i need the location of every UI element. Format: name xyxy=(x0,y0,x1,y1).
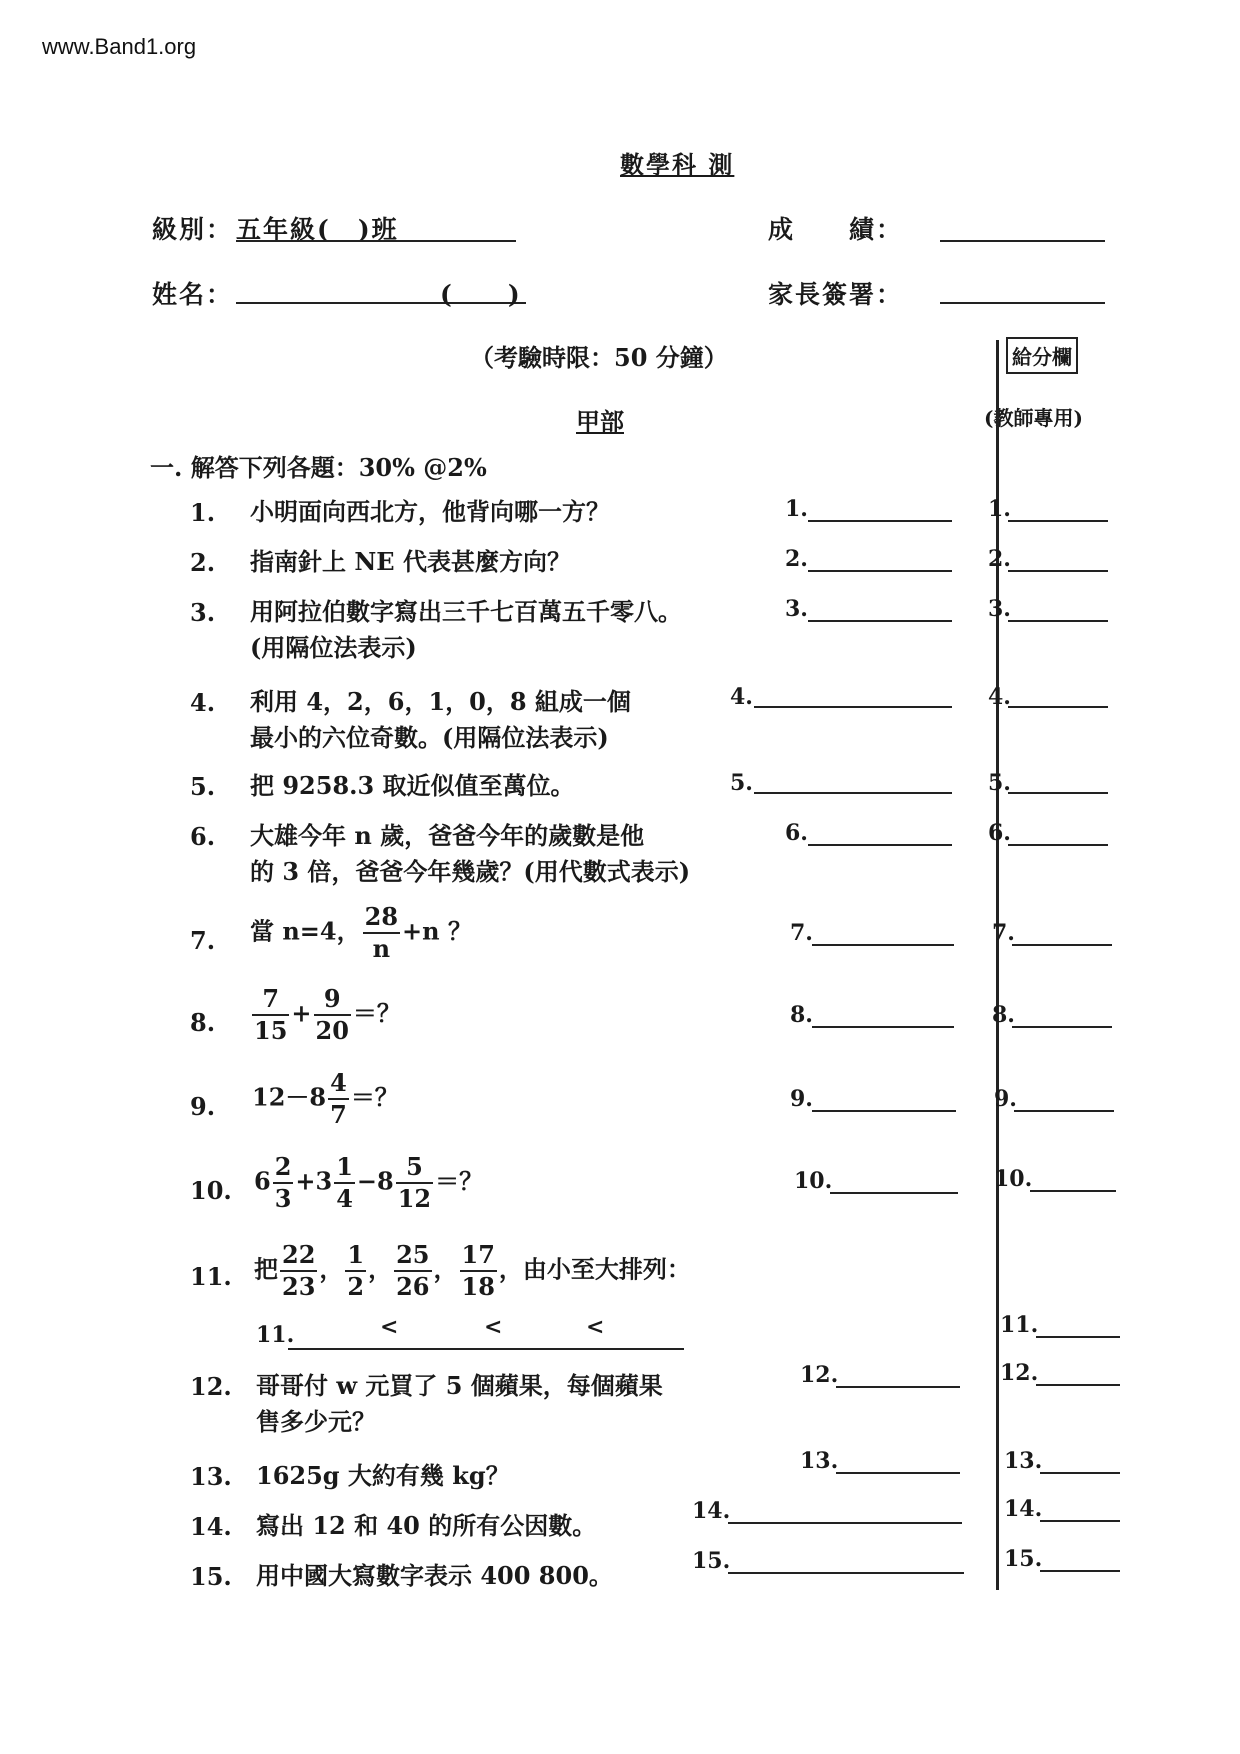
denominator: 4 xyxy=(336,1184,353,1213)
question-expression xyxy=(250,902,472,964)
answer-label: 7. xyxy=(790,920,813,946)
score-field-item[interactable] xyxy=(1008,520,1108,522)
denominator: 20 xyxy=(315,1016,349,1045)
fraction xyxy=(252,984,289,1046)
class-number-paren: ( ) xyxy=(440,280,522,309)
score-field[interactable] xyxy=(940,240,1105,242)
numerator: 1 xyxy=(334,1152,355,1184)
score-label-item: 6. xyxy=(988,820,1011,846)
answer-label: 6. xyxy=(785,820,808,846)
numerator: 9 xyxy=(314,984,351,1016)
question-text: 利用 4，2，6，1，0，8 組成一個 xyxy=(250,687,631,716)
question-expression xyxy=(254,1152,483,1214)
teacher-only-label: (教師專用) xyxy=(984,406,1083,430)
name-label: 姓名： xyxy=(152,280,234,309)
question-number: 15. xyxy=(190,1562,232,1591)
answer-field[interactable] xyxy=(728,1522,962,1524)
expr-text: ＝？ xyxy=(352,998,401,1028)
answer-field[interactable] xyxy=(812,1026,954,1028)
question-number: 6. xyxy=(190,822,216,851)
answer-label: 13. xyxy=(800,1448,839,1474)
question-text: 把 9258.3 取近似值至萬位。 xyxy=(250,771,575,800)
expr-text: ，由小至大排列： xyxy=(498,1254,691,1284)
part-heading: 甲部 xyxy=(576,407,624,436)
parent-signature-label: 家長簽署： xyxy=(768,280,904,309)
question-number: 14. xyxy=(190,1512,232,1541)
score-label-item: 5. xyxy=(988,770,1011,796)
fraction xyxy=(273,1152,294,1214)
denominator: n xyxy=(372,934,391,963)
denominator: 15 xyxy=(254,1016,288,1045)
answer-field[interactable] xyxy=(836,1472,960,1474)
score-column-divider xyxy=(996,340,999,1590)
score-field-item[interactable] xyxy=(1030,1190,1116,1192)
numerator: 7 xyxy=(252,984,289,1016)
score-field-item[interactable] xyxy=(1008,570,1108,572)
question-text: 哥哥付 w 元買了 5 個蘋果，每個蘋果 xyxy=(256,1371,663,1400)
answer-field[interactable] xyxy=(836,1386,960,1388)
question-number: 11. xyxy=(190,1262,232,1291)
score-label-item: 11. xyxy=(1000,1312,1039,1338)
answer-field[interactable] xyxy=(754,792,952,794)
question-number: 3. xyxy=(190,598,216,627)
score-field-item[interactable] xyxy=(1012,944,1112,946)
score-field-item[interactable] xyxy=(1008,706,1108,708)
answer-field[interactable] xyxy=(288,1348,684,1350)
fraction xyxy=(280,1240,317,1302)
question-number: 2. xyxy=(190,548,216,577)
score-label-item: 9. xyxy=(994,1086,1017,1112)
expr-text: +n ？ xyxy=(402,916,472,946)
expr-text: 12－8 xyxy=(252,1082,327,1112)
question-text: 寫出 12 和 40 的所有公因數。 xyxy=(256,1511,597,1540)
question-text-cont: (用隔位法表示) xyxy=(250,633,417,662)
parent-signature-field[interactable] xyxy=(940,302,1105,304)
question-text: 指南針上 NE 代表甚麼方向？ xyxy=(250,547,571,576)
fraction xyxy=(345,1240,366,1302)
question-text: 小明面向西北方，他背向哪一方？ xyxy=(250,497,610,526)
question-expression xyxy=(252,1068,399,1130)
fraction xyxy=(328,1068,349,1130)
expr-text: ＝？ xyxy=(435,1166,484,1196)
operator: + xyxy=(291,998,312,1028)
score-label-item: 7. xyxy=(992,920,1015,946)
question-text: 大雄今年 n 歲，爸爸今年的歲數是他 xyxy=(250,821,645,850)
question-number: 1. xyxy=(190,498,216,527)
score-label-item: 2. xyxy=(988,546,1011,572)
numerator: 2 xyxy=(273,1152,294,1184)
answer-field[interactable] xyxy=(808,620,952,622)
answer-label: 4. xyxy=(730,684,753,710)
time-limit: （考驗時限：50 分鐘） xyxy=(470,343,728,372)
score-label-item: 3. xyxy=(988,596,1011,622)
score-column-label: 給分欄 xyxy=(1006,337,1078,374)
fraction xyxy=(363,902,400,964)
numerator: 17 xyxy=(460,1240,497,1272)
answer-label: 12. xyxy=(800,1362,839,1388)
question-number: 10. xyxy=(190,1176,232,1205)
numerator: 1 xyxy=(345,1240,366,1272)
answer-field[interactable] xyxy=(808,844,952,846)
whole-number: +3 xyxy=(295,1166,333,1196)
question-expression xyxy=(250,984,401,1046)
question-number: 9. xyxy=(190,1092,216,1121)
grade-underline xyxy=(236,240,516,242)
score-label-item: 14. xyxy=(1004,1496,1043,1522)
less-than-sign: < xyxy=(484,1314,503,1340)
less-than-sign: < xyxy=(380,1314,399,1340)
score-label-item: 8. xyxy=(992,1002,1015,1028)
question-text-cont: 售多少元？ xyxy=(256,1407,376,1436)
score-field-item[interactable] xyxy=(1012,1026,1112,1028)
expr-text: 把 xyxy=(254,1254,278,1284)
question-text: 用中國大寫數字表示 400 800。 xyxy=(256,1561,613,1590)
score-field-item[interactable] xyxy=(1008,792,1108,794)
answer-field[interactable] xyxy=(808,570,952,572)
answer-field[interactable] xyxy=(754,706,952,708)
numerator: 25 xyxy=(394,1240,431,1272)
question-number: 8. xyxy=(190,1008,216,1037)
score-field-item[interactable] xyxy=(1036,1384,1120,1386)
less-than-sign: < xyxy=(586,1314,605,1340)
question-expression: 把 $\frac{22}{23}$ ， $\frac{1}{2}$ ， $\frac{25}{26}$ ， $\frac{17}{18}$ ，由小至大排列： xyxy=(254,1240,691,1301)
fraction xyxy=(394,1240,431,1302)
answer-label: 8. xyxy=(790,1002,813,1028)
score-label-item: 10. xyxy=(994,1166,1033,1192)
fraction xyxy=(396,1152,433,1214)
score-field-item[interactable] xyxy=(1040,1472,1120,1474)
answer-label: 14. xyxy=(692,1498,731,1524)
numerator: 4 xyxy=(328,1068,349,1100)
question-number: 13. xyxy=(190,1462,232,1491)
denominator: 2 xyxy=(347,1272,365,1301)
score-label-item: 4. xyxy=(988,684,1011,710)
expr-text: ＝？ xyxy=(350,1082,399,1112)
question-number: 7. xyxy=(190,926,216,955)
whole-number: 6 xyxy=(254,1166,271,1196)
score-label-item: 13. xyxy=(1004,1448,1043,1474)
answer-label: 11. xyxy=(256,1322,295,1348)
question-text-cont: 的 3 倍，爸爸今年幾歲？(用代數式表示) xyxy=(250,857,691,886)
fraction xyxy=(334,1152,355,1214)
answer-label: 2. xyxy=(785,546,808,572)
question-number: 12. xyxy=(190,1372,232,1401)
denominator: 7 xyxy=(330,1100,347,1129)
question-number: 4. xyxy=(190,688,216,717)
score-field-item[interactable] xyxy=(1036,1336,1120,1338)
answer-field[interactable] xyxy=(812,1110,956,1112)
question-text: 用阿拉伯數字寫出三千七百萬五千零八。 xyxy=(250,597,682,626)
answer-label: 9. xyxy=(790,1086,813,1112)
question-text-cont: 最小的六位奇數。(用隔位法表示) xyxy=(250,723,609,752)
score-label-item: 1. xyxy=(988,496,1011,522)
page-title: 數學科 測 xyxy=(620,150,735,179)
numerator: 5 xyxy=(396,1152,433,1184)
whole-number: −8 xyxy=(356,1166,394,1196)
score-field-item[interactable] xyxy=(1014,1110,1114,1112)
score-field-item[interactable] xyxy=(1008,620,1108,622)
site-watermark: www.Band1.org xyxy=(42,34,197,59)
answer-label: 5. xyxy=(730,770,753,796)
denominator: 23 xyxy=(282,1272,316,1301)
score-label-item: 15. xyxy=(1004,1546,1043,1572)
section-heading: 一. 解答下列各題：30% @2% xyxy=(150,453,487,482)
answer-field[interactable] xyxy=(830,1192,958,1194)
numerator: 22 xyxy=(280,1240,317,1272)
answer-field[interactable] xyxy=(808,520,952,522)
score-label-item: 12. xyxy=(1000,1360,1039,1386)
grade-label: 級別： xyxy=(152,215,234,244)
score-field-item[interactable] xyxy=(1008,844,1108,846)
answer-label: 1. xyxy=(785,496,808,522)
expr-text: 當 n=4， xyxy=(250,916,361,946)
fraction xyxy=(460,1240,497,1302)
denominator: 26 xyxy=(396,1272,430,1301)
denominator: 3 xyxy=(274,1184,292,1213)
question-number: 5. xyxy=(190,772,216,801)
score-field-item[interactable] xyxy=(1040,1570,1120,1572)
denominator: 12 xyxy=(397,1184,432,1213)
answer-field[interactable] xyxy=(812,944,954,946)
numerator: 28 xyxy=(363,902,400,934)
score-field-item[interactable] xyxy=(1040,1520,1120,1522)
answer-label: 15. xyxy=(692,1548,731,1574)
score-label: 成 績： xyxy=(768,215,904,244)
question-text: 1625g 大約有幾 kg？ xyxy=(256,1461,510,1490)
answer-label: 3. xyxy=(785,596,808,622)
denominator: 18 xyxy=(461,1272,495,1301)
answer-label: 10. xyxy=(794,1168,833,1194)
answer-field[interactable] xyxy=(728,1572,964,1574)
grade-value: 五年級( )班 xyxy=(236,215,399,244)
fraction xyxy=(314,984,351,1046)
